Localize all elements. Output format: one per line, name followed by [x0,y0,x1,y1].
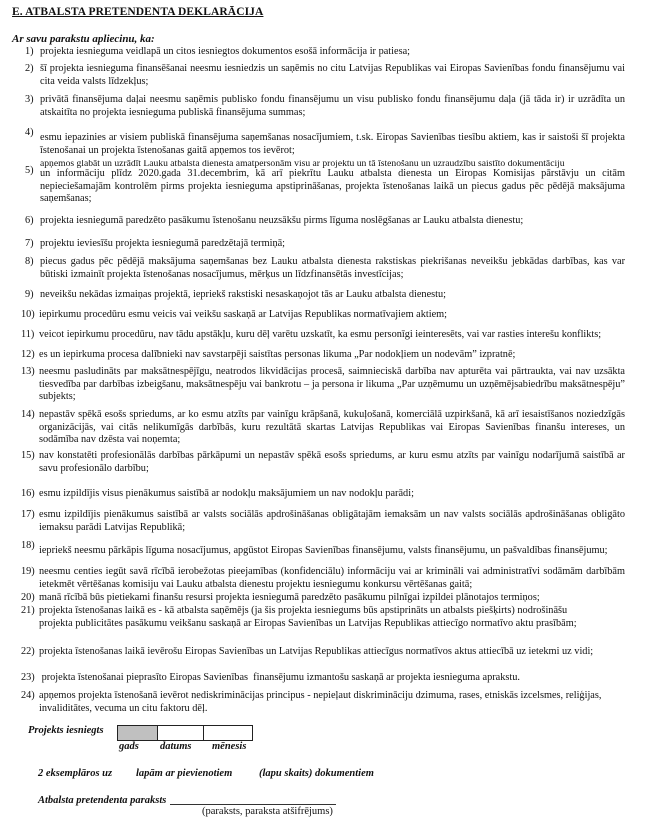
copies-text-1: 2 eksemplāros uz [38,768,113,779]
item-text: piecus gadus pēc pēdējā maksājuma saņemšanas bez Lauku atbalsta dienesta rakstiskas piekrišanas neveikšu jebkādas darbības, kas var būtiski izmainīt projekta īstenošanas nosacījumus, mērķus un līdzfinansētās investīcijas; [40,256,625,280]
intro-text: Ar savu parakstu apliecinu, ka: [12,33,155,45]
item-number: 2) [25,63,34,74]
item-number: 18) [21,540,35,551]
declaration-item-7 [25,238,625,251]
day-label: datums [160,741,192,752]
year-label: gads [119,741,139,752]
item-text: esmu izpildījis pienākumus saistībā ar valsts sociālās apdrošināšanas obligātajām iemaksām un nav valsts sociālās apdrošināšanas obligāto iemaksu parādi Latvijas Republikā; [39,509,625,533]
declaration-item-3 [25,94,625,119]
signature-line[interactable] [170,804,336,805]
declaration-item-10 [21,309,625,322]
item-number: 17) [21,509,35,520]
signature-label: Atbalsta pretendenta paraksts [38,795,167,806]
item-text: projektu ieviesīšu projekta iesniegumā paredzētajā termiņā; [40,238,286,249]
item-text: esmu izpildījis visus pienākumus saistībā ar nodokļu maksājumiem un nav nodokļu parādi; [39,488,414,499]
item-text: es un iepirkuma procesa dalībnieki nav savstarpēji saistītas personas likuma „Par nodokļiem un nodevām” izpratnē; [39,349,516,360]
item-text: neesmu centies iegūt savā rīcībā ierobežotas pieejamības (konfidenciālu) informāciju vai ar krimināli vai administratīvi sodāmām darbībām ietekmēt vērtēšanas komisiju vai Lauku atbalsta dienestu projektu iesniegumu konkursu vērtēšanas gaitā; [39,566,625,590]
declaration-item-16 [21,488,625,501]
item-text: manā rīcībā būs pietiekami finanšu resursi projekta iesniegumā paredzēto pasākumu pilnīgai izpildei plānotajos termiņos; [39,592,540,603]
copies-text-2: lapām ar pievienotiem [136,768,233,779]
item-text: un informāciju plīdz 2020.gada 31.decembrim, kā arī piekrītu Lauku atbalsta dienesta un Eiropas Komisijas pārstāvju un citām nepieciešamajām kontrolēm pirms projekta iesnieguma apstiprināšanas, projekta īstenošanas laikā un piecus gadus pēc pēdējā maksājuma saņemšanas; [40,168,625,205]
item-number: 19) [21,566,35,577]
declaration-item-4 [25,127,625,157]
item-number: 23) [21,672,35,683]
item-number: 14) [21,409,35,420]
declaration-item-21 [21,605,586,630]
item-text: privātā finansējuma daļai neesmu saņēmis publisko fondu finansējumu un visu publisko fondu finansējumu daļa (jā tāda ir) ir uzrādīta un atskaitīta no projekta iesnieguma publiskā finansējuma summas; [40,94,625,118]
declaration-item-1 [25,46,625,59]
declaration-item-15 [21,450,625,475]
item-number: 15) [21,450,35,461]
item-number: 13) [21,366,35,377]
item-text: projekta iesnieguma veidlapā un citos iesniegtos dokumentos esošā informācija ir patiesa; [40,46,411,57]
signature-caption: (paraksts, paraksta atšifrējums) [202,806,333,817]
item-text: iepirkumu procedūru esmu veicis vai veikšu saskaņā ar Latvijas Republikas normatīvajiem aktiem; [39,309,448,320]
item-text-line1: apņemos glabāt un uzrādīt Lauku atbalsta dienesta amatpersonām visu ar projektu un tā īstenošanu un uzraudzību saistīto dokumentāciju [40,160,565,168]
declaration-item-19 [21,566,625,591]
item-number: 10) [21,309,35,320]
item-text: esmu iepazinies ar visiem publiskā finansējuma saņemšanas nosacījumiem, t.sk. Eiropas Savienības tiesību aktiem, kas ir saistoši šī projekta īstenošanai un projekta īstenošanas gaitā apņemos tos ievērot; [40,132,625,156]
declaration-item-2 [25,63,625,88]
item-number: 16) [21,488,35,499]
item-number: 21) [21,605,35,616]
item-number: 9) [25,289,34,300]
item-number: 6) [25,215,34,226]
item-number: 11) [21,329,35,340]
item-number: 1) [25,46,34,57]
month-label: mēnesis [212,741,247,752]
day-field[interactable] [158,726,204,740]
item-text: projekta īstenošanas laikā ievērošu Eiropas Savienības un Latvijas Republikas attiecīgus normatīvos aktus attiecībā uz ietekmi uz vidi; [39,646,594,657]
declaration-item-11 [21,329,625,342]
item-text: šī projekta iesnieguma finansēšanai neesmu iesniedzis un saņēmis no citu Latvijas Republikas vai Eiropas Savienības fondu finansējumu vai cita veida valsts līdzekļus; [40,63,625,87]
declaration-item-12 [21,349,625,362]
item-text: projekta iesniegumā paredzēto pasākumu īstenošanu neuzsākšu pirms līguma noslēgšanas ar Lauku atbalsta dienestu; [40,215,524,226]
item-text: projekta īstenošanai pieprasīto Eiropas Savienības finansējumu izmantošu saskaņā ar projekta iesnieguma aprakstu. [39,672,520,683]
declaration-item-20 [21,592,625,605]
submission-date-box[interactable] [117,725,253,741]
item-number: 8) [25,256,34,267]
item-text: nav konstatēti profesionālās darbības pārkāpumi un nepastāv spēkā esošs spriedums, ar kuru esmu atzīts par vainīgu nodarījumā saistībā ar savu profesionālo darbību; [39,450,625,474]
declaration-item-23 [21,672,625,685]
submitted-label: Projekts iesniegts [28,725,104,736]
declaration-item-9 [25,289,625,302]
item-text: iepriekš neesmu pārkāpis līguma nosacījumus, apgūstot Eiropas Savienības finansējumu, valsts finansējumu, un pašvaldības finansējumu; [39,545,608,556]
declaration-item-18 [21,540,625,558]
item-number: 5) [25,165,34,176]
declaration-item-24 [21,690,625,715]
declaration-title: E. ATBALSTA PRETENDENTA DEKLARĀCIJA [12,6,264,18]
item-text: neesmu pasludināts par maksātnespējīgu, neatrodos likvidācijas procesā, saimnieciskā darbība nav apturēta vai pārtraukta, vai nav uzsākta tiesvedība par darbības izbeigšanu, maksātnespēju vai bankrotu – ja persona ir likuma „Par uzņēmumu un uzņēmējsabiedrību maksātnespēju” subjekts; [39,366,625,403]
item-number: 3) [25,94,34,105]
item-number: 24) [21,690,35,701]
item-text: neveikšu nekādas izmaiņas projektā, iepriekš rakstiski nesaskaņojot tās ar Lauku atbalsta dienestu; [40,289,447,300]
declaration-item-13 [21,366,625,404]
year-field[interactable] [118,726,158,740]
month-field[interactable] [204,726,252,740]
item-text: nepastāv spēkā esošs spriedums, ar ko esmu atzīts par vainīgu krāpšanā, kukuļošanā, komerciālā uzpirkšanā, kā arī iesaistīšanos noziedzīgās organizācijās, vai citās nelikumīgās darbībās, kuru rezultātā skartas Latvijas Republikas vai Eiropas Savienības finanšu intereses, un sodāmība nav dzēsta vai noņemta; [39,409,625,446]
item-number: 20) [21,592,35,603]
declaration-item-5 [25,160,625,206]
declaration-item-14 [21,409,625,447]
item-number: 7) [25,238,34,249]
declaration-item-22 [21,646,625,659]
item-text: apņemos projekta īstenošanā ievērot nediskriminācijas principus - nepieļaut diskrimināciju dzimuma, rases, etniskās izcelsmes, reliģijas, invaliditātes, vecuma un citu faktoru dēļ. [39,690,602,714]
declaration-item-17 [21,509,625,534]
item-text: projekta īstenošanas laikā es - kā atbalsta saņēmējs (ja šis projekta iesniegums būs apstiprināts un atbalsts piešķirts) nodrošināšu projekta publicitātes pasākumu veikšanu saskaņā ar Eiropas Savienības un Latvijas Republikas attiecīgo normatīvo aktu prasībām; [39,605,577,629]
declaration-item-6 [25,215,625,228]
item-number: 22) [21,646,35,657]
item-text: veicot iepirkumu procedūru, nav tādu apstākļu, kuru dēļ varētu uzskatīt, ka esmu personīgi ieinteresēts, vai var rasties interešu konflikts; [39,329,602,340]
item-number: 12) [21,349,35,360]
copies-text-3: (lapu skaits) dokumentiem [259,768,374,779]
declaration-item-8 [25,256,625,281]
item-number: 4) [25,127,34,138]
